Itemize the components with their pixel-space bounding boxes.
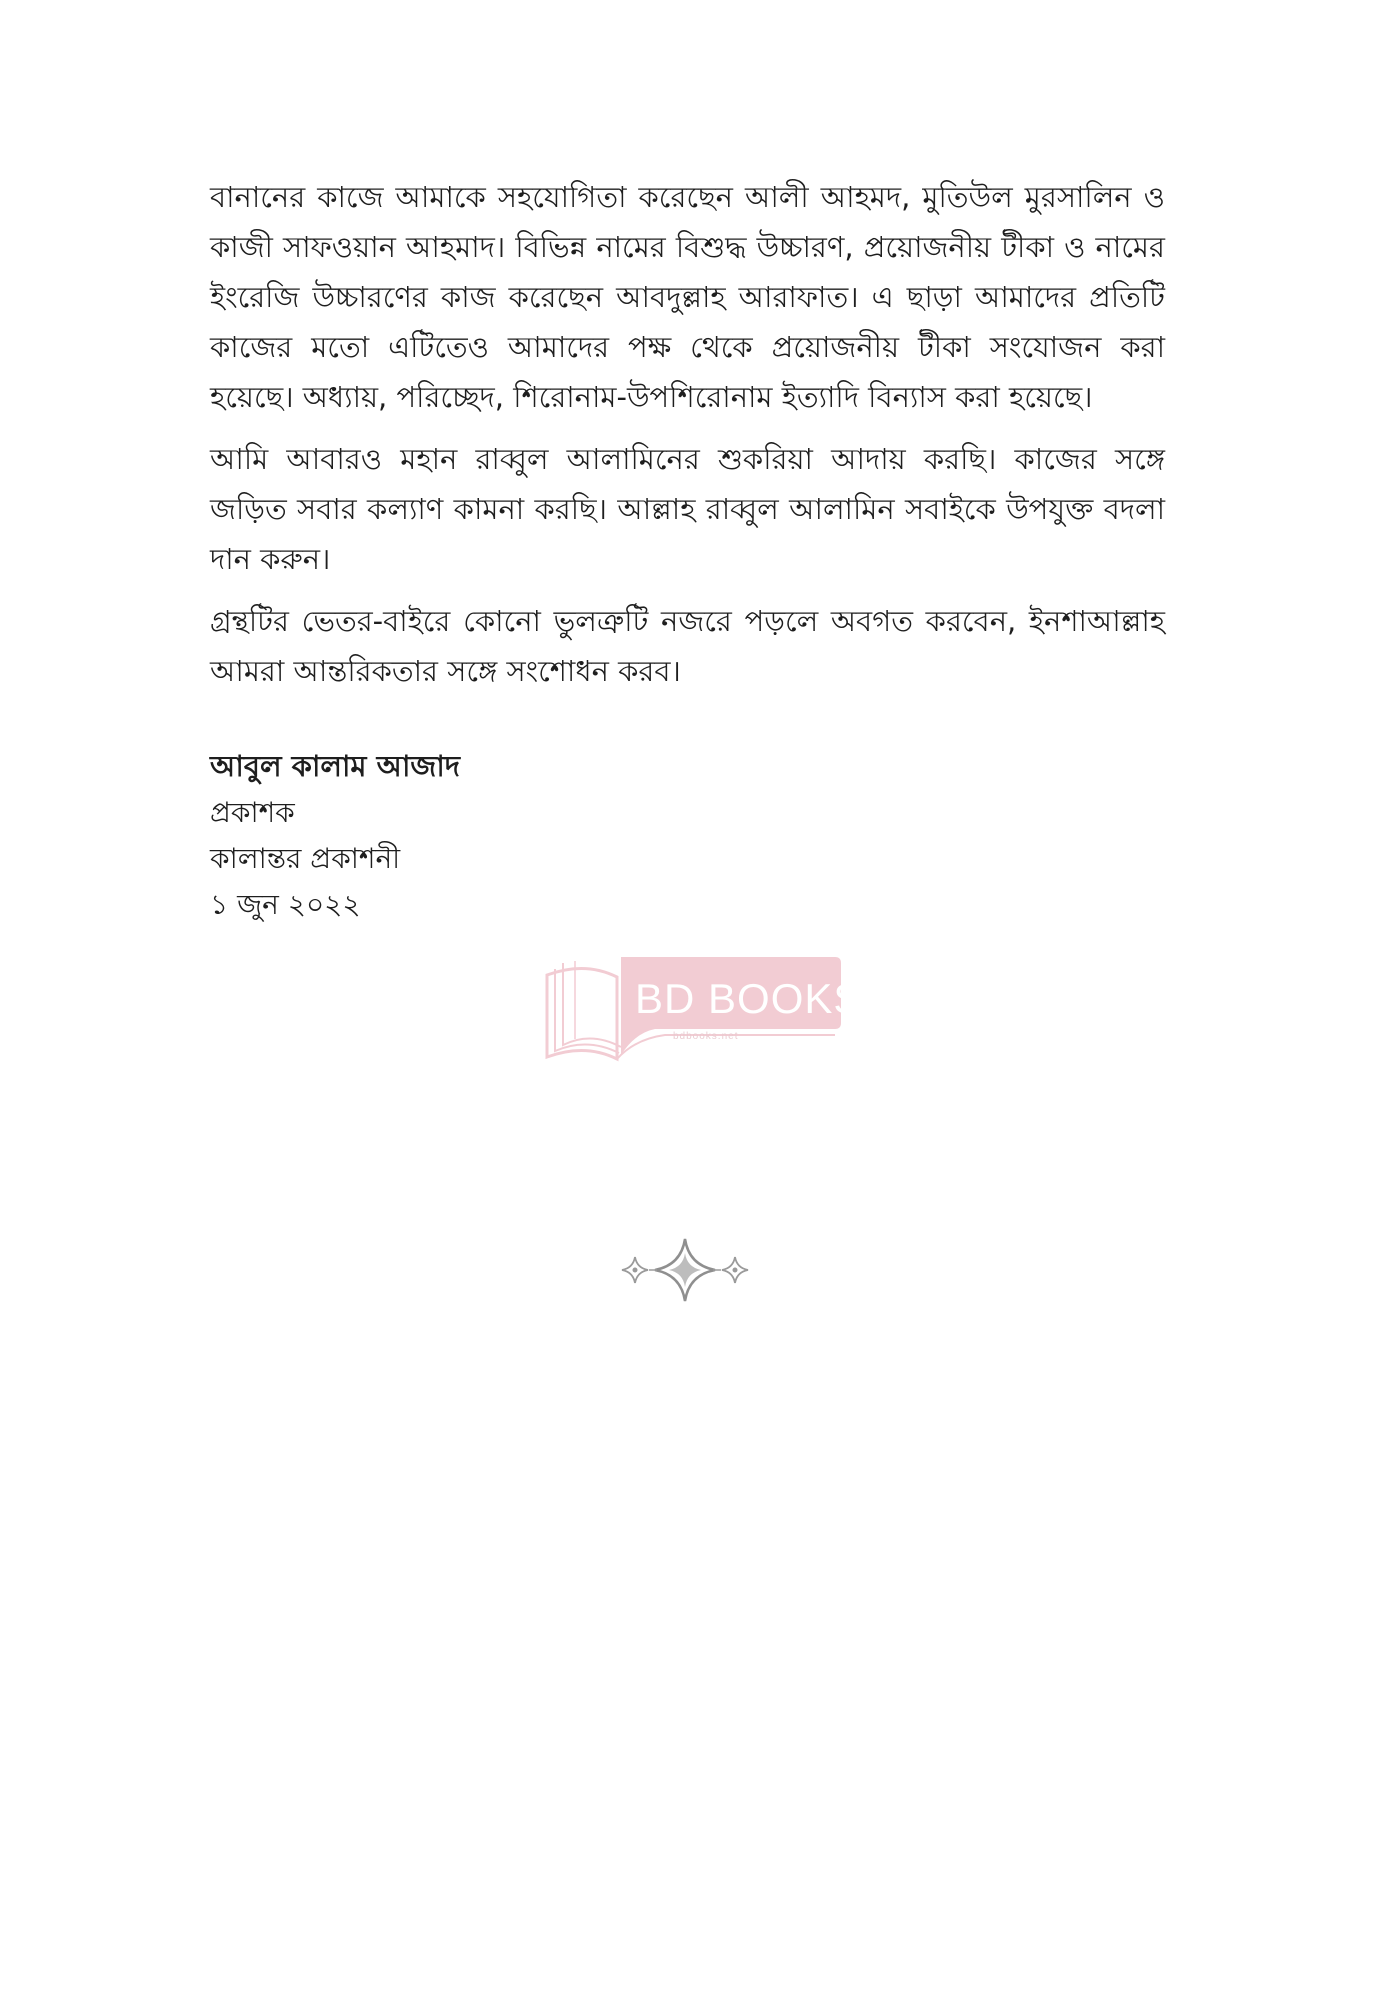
bd-books-watermark <box>545 955 863 1065</box>
paragraph-acknowledgement: বানানের কাজে আমাকে সহযোগিতা করেছেন আলী আহমদ, মুতিউল মুরসালিন ও কাজী সাফওয়ান আহমাদ। বিভিন্ন নামের বিশুদ্ধ উচ্চারণ, প্রয়োজনীয় টীকা ও নামের ইংরেজি উচ্চারণের কাজ করেছেন আবদুল্লাহ আরাফাত। এ ছাড়া আমাদের প্রতিটি কাজের মতো এটিতেও আমাদের পক্ষ থেকে প্রয়োজনীয় টীকা সংযোজন করা হয়েছে। অধ্যায়, পরিচ্ছেদ, শিরোনাম-উপশিরোনাম ইত্যাদি বিন্যাস করা হয়েছে। <box>210 180 1165 414</box>
paragraph-corrections: গ্রন্থটির ভেতর-বাইরে কোনো ভুলত্রুটি নজরে পড়লে অবগত করবেন, ইনশাআল্লাহ আমরা আন্তরিকতার সঙ্গে সংশোধন করব। <box>210 604 1165 688</box>
four-point-star-ornament-icon <box>615 1235 755 1305</box>
watermark-title: BD BOOKS <box>635 975 863 1022</box>
signature-publisher: কালান্তর প্রকাশনী <box>210 842 401 875</box>
page-body <box>210 172 1165 708</box>
signature-block <box>210 742 810 928</box>
paragraph-gratitude: আমি আবারও মহান রাব্বুল আলামিনের শুকরিয়া আদায় করছি। কাজের সঙ্গে জড়িত সবার কল্যাণ কামনা করছি। আল্লাহ রাব্বুল আলামিন সবাইকে উপযুক্ত বদলা দান করুন। <box>210 442 1165 576</box>
signature-name: আবুল কালাম আজাদ <box>210 749 461 783</box>
signature-date: ১ জুন ২০২২ <box>210 888 361 921</box>
watermark-url: bdbooks.net <box>673 1031 739 1042</box>
signature-role: প্রকাশক <box>210 796 295 829</box>
